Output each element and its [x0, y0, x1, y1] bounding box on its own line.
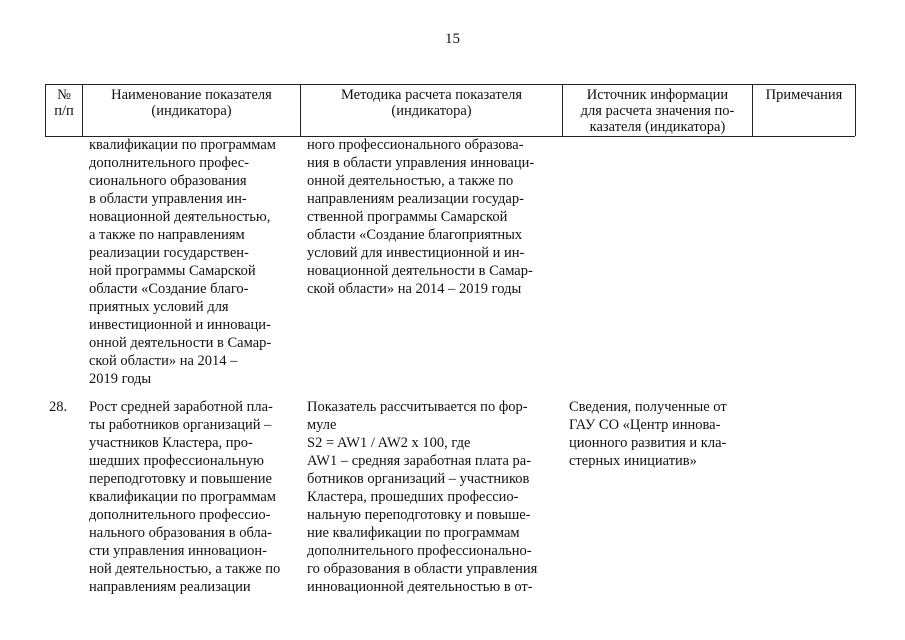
row-28-source-cell: Сведения, полученные от ГАУ СО «Центр иннова- ционного развития и кла- стерных инициатив»	[569, 399, 727, 469]
row-28-name-cell: Рост средней заработной пла- ты работников организаций – участников Кластера, про- шедших профессиональную переподготовку и повышение квалификации по программам дополнительного профессио- нального образования в обла- сти управления инновацион- ной деятельностью, а также по направлениям реализации	[89, 399, 281, 595]
continued-method-cell: ного профессионального образова- ния в области управления инноваци- онной деятельностью, а также по направлениям реализации государ- ственной программы Самарской области «Создание благоприятных условий для инвестиционной и ин- новационной деятельности в Самар- ской области» на 2014 – 2019 годы	[307, 137, 535, 297]
column-divider	[855, 84, 856, 136]
row-number: 28.	[49, 399, 68, 415]
header-method: Методика расчета показателя (индикатора)	[340, 87, 522, 119]
header-notes: Примечания	[765, 87, 843, 103]
continued-name-cell: квалификации по программам дополнительного профес- сионального образования в области управления ин- новационной деятельностью, а также по направлениям реализации государствен- ной программы Самарской области «Создание благо- приятных условий для инвестиционной и инноваци- онной деятельности в Самар- ской области» на 2014 – 2019 годы	[89, 137, 276, 387]
header-name: Наименование показателя (индикатора)	[111, 87, 272, 119]
row-28-method-cell: Показатель рассчитывается по фор- муле S2 = AW1 / AW2 x 100, где AW1 – средняя заработная плата ра- ботников организаций – участников Кластера, прошедших профессио- нальную переподготовку и повыше- ние квалификации по программам дополнительного профессионально- го образования в области управления инновационной деятельностью в от-	[307, 399, 538, 595]
header-number: № п/п	[54, 87, 74, 119]
header-source: Источник информации для расчета значения по- казателя (индикатора)	[580, 87, 735, 135]
page-number: 15	[445, 31, 460, 47]
table-top-border	[45, 84, 855, 85]
